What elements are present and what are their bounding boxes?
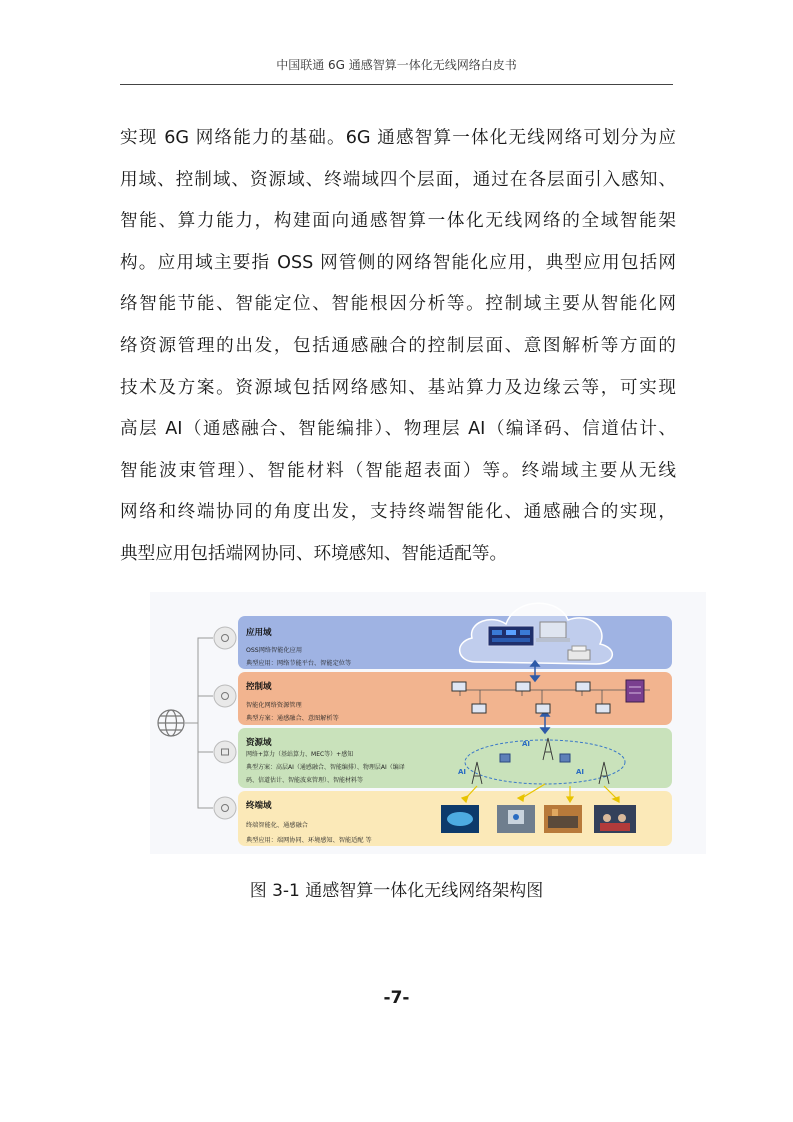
- node-icon-application: [214, 627, 236, 649]
- domain-title: 应用域: [246, 628, 272, 638]
- paragraph-line: 络资源管理的出发，包括通感融合的控制层面、意图解析等方面的: [120, 335, 676, 356]
- body-paragraph: [120, 118, 676, 576]
- domain-line: 网络+算力（基站算力、MEC等）+感知: [246, 751, 354, 758]
- ai-label: AI: [576, 768, 585, 776]
- domain-line: OSS网络智能化应用: [246, 647, 303, 654]
- figure-caption: 图 3-1 通感智算一体化无线网络架构图: [249, 881, 544, 901]
- meeting-image: [594, 805, 636, 833]
- domain-line: 智能化网络资源管理: [246, 702, 302, 709]
- domain-line: 典型方案：高层AI（通感融合、智能编排）、物理层AI（编译: [246, 764, 405, 771]
- domain-line: 典型应用：端网协同、环境感知、智能适配 等: [246, 837, 372, 844]
- running-header: 中国联通 6G 通感智算一体化无线网络白皮书: [276, 58, 517, 72]
- computer-icon: [576, 682, 590, 691]
- page-number: -7-: [383, 988, 410, 1008]
- header-rule: [120, 84, 673, 85]
- paragraph-line: 智能波束管理）、智能材料（智能超表面）等。终端域主要从无线: [120, 460, 676, 481]
- paragraph-line: 构。应用域主要指 OSS 网管侧的网络智能化应用，典型应用包括网: [120, 252, 676, 273]
- domain-title: 资源域: [246, 738, 272, 748]
- domain-line: 码、信道估计、智能波束管理）、智能材料等: [246, 777, 364, 784]
- computer-icon: [472, 704, 486, 713]
- node-icon-resource: [214, 741, 236, 763]
- domain-title: 终端域: [246, 801, 272, 811]
- domain-line: 典型方案：通感融合、意图解析等: [246, 715, 339, 722]
- ai-label: AI: [458, 768, 467, 776]
- laptop-icon: [536, 622, 570, 642]
- paragraph-line: 典型应用包括端网协同、环境感知、智能适配等。: [120, 543, 508, 564]
- computer-icon: [516, 682, 530, 691]
- domain-line: 典型应用：网络节能平台、智能定位等: [246, 660, 352, 667]
- computer-icon: [536, 704, 550, 713]
- architecture-figure: [150, 592, 706, 854]
- server-icon: [626, 680, 644, 702]
- paragraph-line: 技术及方案。资源域包括网络感知、基站算力及边缘云等，可实现: [120, 377, 676, 398]
- paragraph-line: 用域、控制域、资源域、终端域四个层面，通过在各层面引入感知、: [120, 169, 676, 190]
- paragraph-line: 智能、算力能力，构建面向通感智算一体化无线网络的全域智能架: [120, 211, 676, 232]
- paragraph-line: 络智能节能、智能定位、智能根因分析等。控制域主要从智能化网: [120, 294, 676, 315]
- ai-label: AI: [522, 740, 531, 748]
- robot-image: [497, 805, 535, 833]
- paragraph-line: 网络和终端协同的角度出发，支持终端智能化、通感融合的实现，: [120, 502, 676, 523]
- factory-image: [544, 805, 582, 833]
- domain-line: 终端智能化、通感融合: [246, 822, 308, 829]
- node-icon-terminal: [214, 797, 236, 819]
- paragraph-line: 高层 AI（通感融合、智能编排）、物理层 AI（编译码、信道估计、: [120, 419, 676, 440]
- computer-icon: [452, 682, 466, 691]
- computer-icon: [596, 704, 610, 713]
- vr-headset-image: [441, 805, 479, 833]
- node-icon-control: [214, 685, 236, 707]
- monitor-dashboard-icon: [488, 626, 534, 646]
- domain-title: 控制域: [246, 682, 272, 692]
- paragraph-line: 实现 6G 网络能力的基础。6G 通感智算一体化无线网络可划分为应: [120, 128, 676, 148]
